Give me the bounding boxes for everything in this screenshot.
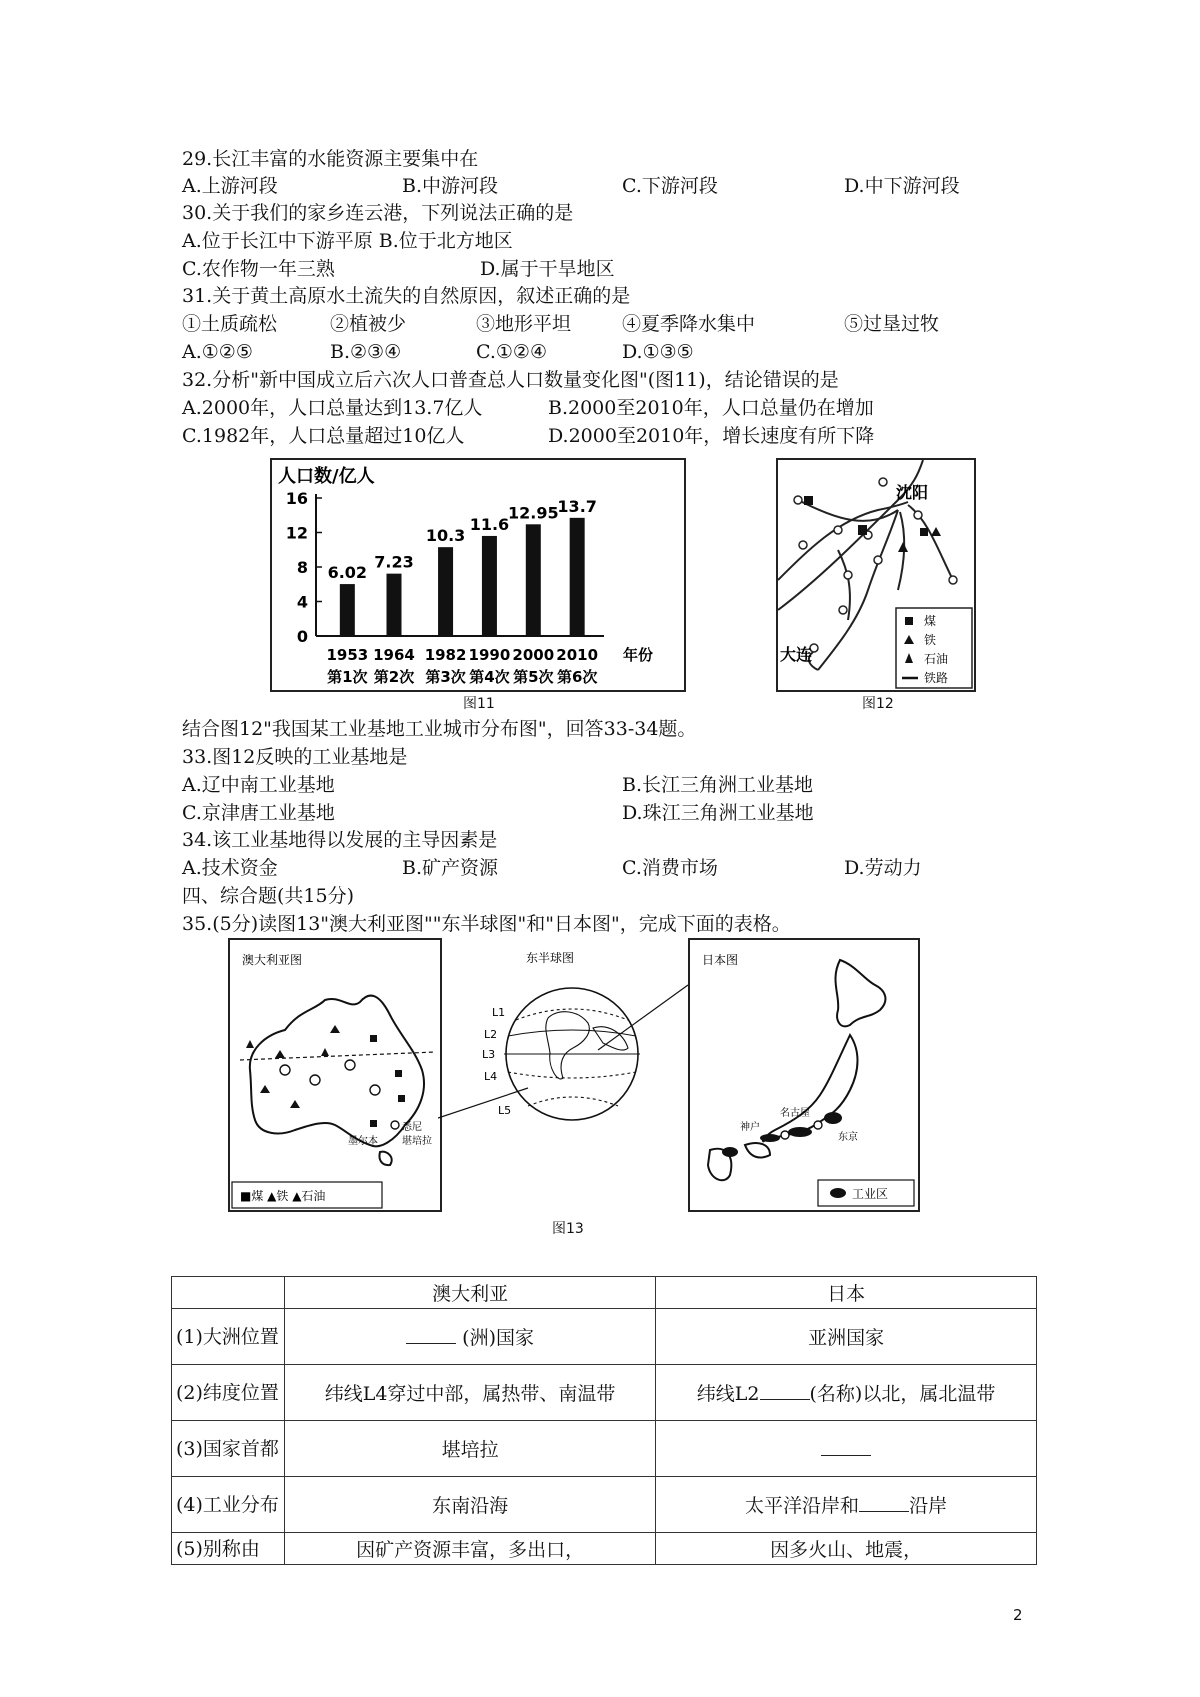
q31-option-a: A.①②⑤ bbox=[182, 341, 253, 363]
chart-y-tick-label: 16 bbox=[285, 489, 308, 508]
section-4-heading: 四、综合题(共15分) bbox=[182, 885, 355, 907]
chart-x-tick-label: 2000 bbox=[512, 646, 555, 664]
chart-bar bbox=[438, 547, 453, 636]
row-label-continent: (1)大洲位置 bbox=[172, 1309, 285, 1365]
australia-latitude: 纬线L4穿过中部，属热带、南温带 bbox=[285, 1365, 656, 1421]
chart-census-label: 第6次 bbox=[556, 668, 598, 686]
latitude-label-l2: L2 bbox=[484, 1028, 498, 1041]
chart-data-label: 12.95 bbox=[507, 503, 559, 523]
q34-option-d: D.劳动力 bbox=[844, 857, 922, 879]
city-label-shenyang: 沈阳 bbox=[896, 483, 929, 502]
latitude-label-l4: L4 bbox=[484, 1070, 498, 1083]
fig12-caption: 图12 bbox=[862, 696, 894, 712]
chart-bar bbox=[387, 574, 402, 636]
q29-stem: 29.长江丰富的水能资源主要集中在 bbox=[182, 148, 479, 170]
industrial-zone-legend-icon bbox=[830, 1188, 846, 1198]
city-label-canberra: 堪培拉 bbox=[402, 1136, 432, 1147]
legend-railway: 铁路 bbox=[924, 671, 949, 685]
q33-intro: 结合图12"我国某工业基地工业城市分布图"，回答33-34题。 bbox=[182, 718, 697, 740]
japan-map-title: 日本图 bbox=[702, 953, 739, 967]
q32-option-c: C.1982年，人口总量超过10亿人 bbox=[182, 425, 465, 447]
chart-x-axis-label: 年份 bbox=[622, 646, 654, 664]
chart-x-tick-label: 1964 bbox=[373, 646, 415, 664]
australia-capital: 堪培拉 bbox=[285, 1421, 656, 1477]
industrial-base-map bbox=[776, 458, 976, 692]
blank-latitude-name[interactable] bbox=[760, 1381, 810, 1400]
q30-stem: 30.关于我们的家乡连云港，下列说法正确的是 bbox=[182, 202, 574, 224]
q31-option-c: C.①②④ bbox=[476, 341, 547, 363]
city-label-nagoya: 名古屋 bbox=[780, 1108, 810, 1119]
chart-y-tick-label: 0 bbox=[296, 627, 308, 646]
q34-option-a: A.技术资金 bbox=[182, 857, 278, 879]
q31-option-d: D.①③⑤ bbox=[622, 341, 694, 363]
australia-nickname: 因矿产资源丰富，多出口， bbox=[285, 1533, 656, 1565]
legend-coal: 煤 bbox=[924, 614, 937, 628]
legend-oil: 石油 bbox=[924, 652, 949, 666]
q34-option-c: C.消费市场 bbox=[622, 857, 718, 879]
blank-continent[interactable] bbox=[406, 1325, 456, 1344]
q31-statement-1: ①土质疏松 bbox=[182, 313, 278, 335]
q30-option-c: C.农作物一年三熟 bbox=[182, 258, 335, 280]
japan-industry-suffix: 沿岸 bbox=[909, 1495, 948, 1517]
chart-census-label: 第4次 bbox=[469, 668, 510, 686]
chart-x-tick-label: 1953 bbox=[326, 646, 369, 664]
chart-x-tick-label: 1982 bbox=[424, 646, 467, 664]
japan-continent: 亚洲国家 bbox=[656, 1309, 1037, 1365]
q33-stem: 33.图12反映的工业基地是 bbox=[182, 746, 408, 768]
answer-table bbox=[171, 1276, 1037, 1565]
q31-statement-2: ②植被少 bbox=[330, 313, 407, 335]
japan-industry-prefix: 太平洋沿岸和 bbox=[745, 1495, 860, 1517]
chart-census-label: 第2次 bbox=[373, 668, 415, 686]
q29-option-b: B.中游河段 bbox=[402, 175, 499, 197]
fig13-caption: 图13 bbox=[552, 1221, 584, 1237]
blank-japan-capital[interactable] bbox=[821, 1437, 871, 1456]
city-label-melbourne: 墨尔本 bbox=[348, 1136, 378, 1147]
australia-legend: ■煤 ▲铁 ▲石油 bbox=[240, 1189, 326, 1203]
chart-data-label: 7.23 bbox=[374, 552, 414, 572]
city-label-tokyo: 东京 bbox=[838, 1132, 858, 1143]
chart-data-label: 11.6 bbox=[469, 514, 510, 534]
row-label-industry: (4)工业分布 bbox=[172, 1477, 285, 1533]
chart-y-axis-label: 人口数/亿人 bbox=[278, 466, 375, 487]
q35-stem: 35.(5分)读图13"澳大利亚图""东半球图"和"日本图"，完成下面的表格。 bbox=[182, 913, 791, 935]
chart-y-tick-label: 4 bbox=[296, 592, 308, 612]
city-label-sydney: 悉尼 bbox=[402, 1122, 422, 1133]
latitude-label-l1: L1 bbox=[492, 1006, 506, 1019]
hemisphere-map-title: 东半球图 bbox=[526, 951, 575, 965]
coal-legend-icon bbox=[905, 617, 913, 625]
population-bar-chart bbox=[270, 458, 686, 692]
q31-statement-3: ③地形平坦 bbox=[476, 313, 572, 335]
chart-y-tick-label: 8 bbox=[296, 558, 308, 577]
chart-x-tick-label: 2010 bbox=[556, 646, 599, 664]
chart-data-label: 10.3 bbox=[425, 526, 466, 546]
legend-iron: 铁 bbox=[924, 633, 937, 647]
city-label-dalian: 大连 bbox=[780, 645, 813, 664]
q32-option-a: A.2000年，人口总量达到13.7亿人 bbox=[182, 397, 483, 419]
fig11-caption: 图11 bbox=[463, 696, 495, 712]
latitude-label-l5: L5 bbox=[498, 1104, 512, 1117]
japan-latitude-suffix: (名称)以北，属北温带 bbox=[809, 1383, 996, 1405]
table-header-japan: 日本 bbox=[656, 1277, 1037, 1309]
row-label-latitude: (2)纬度位置 bbox=[172, 1365, 285, 1421]
chart-census-label: 第5次 bbox=[513, 668, 554, 686]
chart-y-tick-label: 12 bbox=[285, 523, 308, 543]
chart-bar bbox=[526, 524, 541, 636]
connector-lines bbox=[438, 960, 688, 1140]
chart-data-label: 13.7 bbox=[557, 496, 597, 516]
q32-option-b: B.2000至2010年，人口总量仍在增加 bbox=[548, 397, 874, 419]
chart-x-tick-label: 1990 bbox=[468, 646, 511, 664]
chart-census-label: 第1次 bbox=[327, 668, 368, 686]
chart-census-label: 第3次 bbox=[425, 668, 466, 686]
q33-option-d: D.珠江三角洲工业基地 bbox=[622, 802, 814, 824]
q33-option-c: C.京津唐工业基地 bbox=[182, 802, 335, 824]
chart-bar bbox=[482, 536, 497, 636]
q31-option-b: B.②③④ bbox=[330, 341, 402, 363]
japan-nickname: 因多火山、地震， bbox=[656, 1533, 1037, 1565]
q32-option-d: D.2000至2010年，增长速度有所下降 bbox=[548, 425, 875, 447]
q29-option-a: A.上游河段 bbox=[182, 175, 278, 197]
q34-stem: 34.该工业基地得以发展的主导因素是 bbox=[182, 829, 498, 851]
chart-bar bbox=[340, 584, 355, 636]
australia-map-title: 澳大利亚图 bbox=[242, 953, 303, 967]
japan-latitude-prefix: 纬线L2 bbox=[696, 1383, 760, 1405]
australia-industry: 东南沿海 bbox=[285, 1477, 656, 1533]
city-label-kobe: 神户 bbox=[740, 1122, 760, 1133]
chart-bar bbox=[570, 518, 585, 636]
q34-option-b: B.矿产资源 bbox=[402, 857, 499, 879]
japan-legend: 工业区 bbox=[852, 1187, 889, 1201]
q31-stem: 31.关于黄土高原水土流失的自然原因，叙述正确的是 bbox=[182, 285, 631, 307]
q33-option-b: B.长江三角洲工业基地 bbox=[622, 774, 814, 796]
q29-option-c: C.下游河段 bbox=[622, 175, 718, 197]
q33-option-a: A.辽中南工业基地 bbox=[182, 774, 335, 796]
latitude-label-l3: L3 bbox=[482, 1048, 496, 1061]
australia-map bbox=[228, 938, 442, 1212]
q30-options-ab: A.位于长江中下游平原 B.位于北方地区 bbox=[182, 230, 513, 252]
japan-map bbox=[688, 938, 920, 1212]
q31-statement-4: ④夏季降水集中 bbox=[622, 313, 756, 335]
row-label-nickname: (5)别称由 bbox=[172, 1533, 285, 1565]
table-header-australia: 澳大利亚 bbox=[285, 1277, 656, 1309]
q29-option-d: D.中下游河段 bbox=[844, 175, 960, 197]
row-label-capital: (3)国家首都 bbox=[172, 1421, 285, 1477]
blank-industry-coast[interactable] bbox=[859, 1493, 909, 1512]
australia-continent-text: (洲)国家 bbox=[462, 1327, 534, 1349]
page-number: 2 bbox=[1013, 1606, 1023, 1624]
chart-data-label: 6.02 bbox=[327, 563, 368, 583]
q31-statement-5: ⑤过垦过牧 bbox=[844, 313, 940, 335]
q32-stem: 32.分析"新中国成立后六次人口普查总人口数量变化图"(图11)，结论错误的是 bbox=[182, 369, 839, 391]
q30-option-d: D.属于干旱地区 bbox=[480, 258, 615, 280]
